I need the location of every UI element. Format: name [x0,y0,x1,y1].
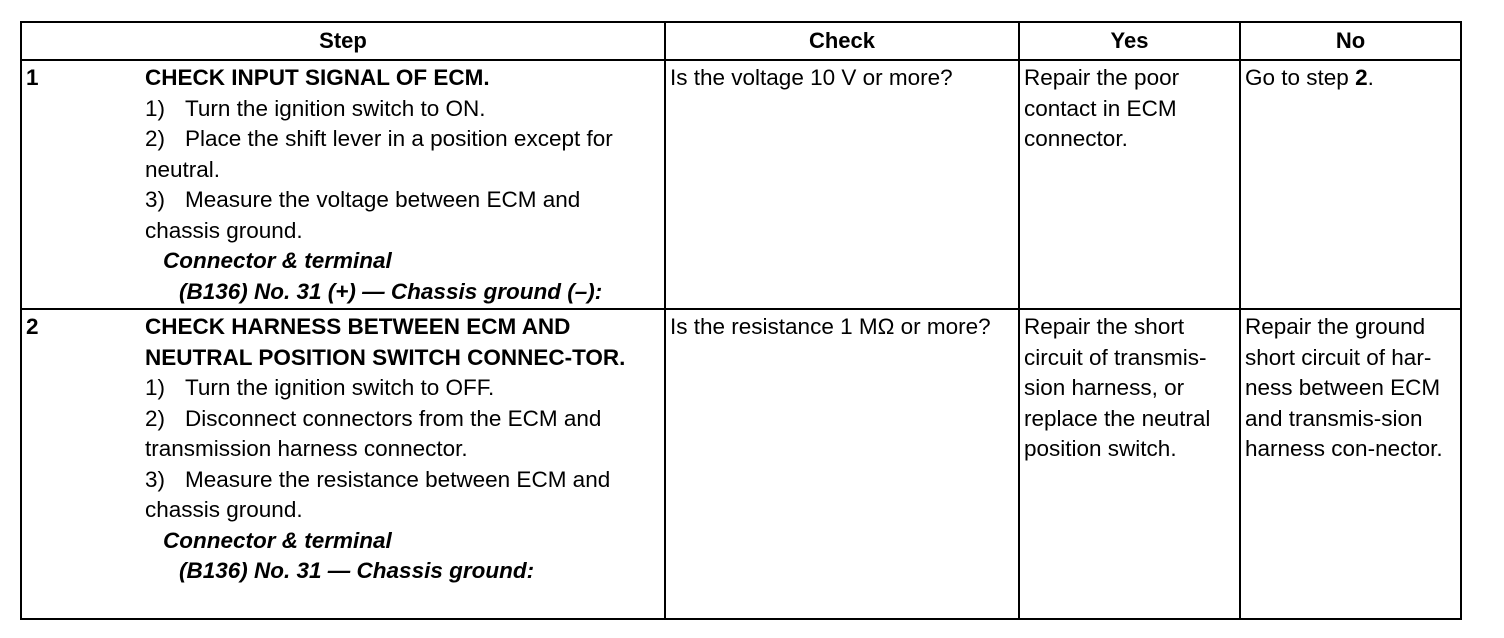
connector-terminal-label: Connector & terminal [163,527,392,553]
substep [145,373,660,404]
substep [145,124,660,185]
step-title: CHECK INPUT SIGNAL OF ECM. [145,65,490,90]
diagnostic-table [20,21,1462,620]
substep-text: Disconnect connectors from the ECM and transmission harness connector. [145,405,602,461]
substep-number: 2) [145,405,166,431]
step-number: 2 [26,314,39,339]
connector-terminal-value: (B136) No. 31 — Chassis ground: [179,558,535,583]
check-cell: Is the resistance 1 MΩ or more? [665,309,1019,619]
substep [145,94,660,125]
no-text-suffix: . [1367,65,1374,90]
diagnostic-procedure [20,21,1462,620]
substep-number: 2) [145,126,166,151]
substep-text: Measure the voltage between ECM and chassis ground. [145,187,581,243]
table-header-row [21,22,1461,60]
substep-text: Turn the ignition switch to ON. [185,95,486,121]
table-row [21,309,1461,619]
step-cell [21,60,665,309]
substep-text: Place the shift lever in a position except for neutral. [145,126,613,182]
connector-terminal-label: Connector & terminal [163,248,392,273]
no-cell [1240,60,1461,309]
yes-cell: Repair the short circuit of transmis-sion harness, or replace the neutral position switch. [1019,309,1240,619]
step-title: CHECK HARNESS BETWEEN ECM AND NEUTRAL POSITION SWITCH CONNEC-TOR. [145,314,626,370]
header-no: No [1240,22,1461,60]
substep [145,404,660,465]
header-step: Step [21,22,665,60]
table-row [21,60,1461,309]
substep-number: 1) [145,375,166,400]
header-yes: Yes [1019,22,1240,60]
substep-number: 1) [145,95,166,121]
connector-terminal-value: (B136) No. 31 (+) — Chassis ground (–): [179,278,603,304]
step-reference: 2 [1355,65,1368,90]
step-number: 1 [26,65,39,90]
substep-number: 3) [145,466,166,492]
no-text: Go to step [1245,65,1356,90]
substep-text: Turn the ignition switch to OFF. [185,375,495,400]
substep [145,465,660,526]
yes-cell: Repair the poor contact in ECM connector. [1019,60,1240,309]
no-cell: Repair the ground short circuit of har-ness between ECM and transmis-sion harness con-nector. [1240,309,1461,619]
header-check: Check [665,22,1019,60]
step-cell [21,309,665,619]
substep [145,185,660,246]
substep-text: Measure the resistance between ECM and chassis ground. [145,466,611,522]
check-cell: Is the voltage 10 V or more? [665,60,1019,309]
substep-number: 3) [145,187,166,212]
